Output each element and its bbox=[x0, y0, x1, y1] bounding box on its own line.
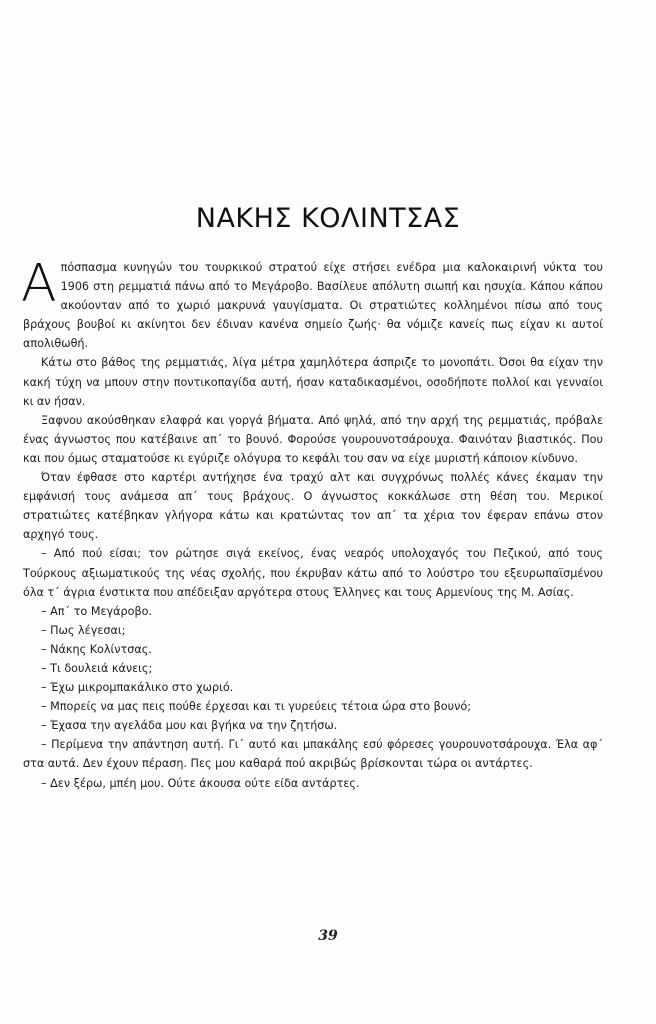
dialogue-line: – Περίμενα την απάντηση αυτή. Γι΄ αυτό και μπακάλης εσύ φόρεσες γουρουνοτσάρουχα. Έλα αφ΄ στα αυτά. Δεν έχουν πέραση. Πες μου καθαρά πού ακριβώς βρίσκονται τώρα οι αντάρτες. bbox=[23, 738, 603, 771]
paragraph-1 bbox=[21, 254, 603, 353]
paragraph-4: Όταν έφθασε στο καρτέρι αντήχησε ένα τραχύ αλτ και συγχρόνως πολλές κάνες έκαμαν την εμφάνισή τους ανάμεσα απ΄ τους βράχους. Ο άγνωστος κοκκάλωσε στη θέση του. Μερικοί στρατιώτες κατέβηκαν γλήγορα κάτω και κρατώντας τον απ΄ τα χέρια τον έφεραν επάνω στον αρχηγό τους. bbox=[23, 471, 603, 542]
dialogue-line: – Δεν ξέρω, μπέη μου. Ούτε άκουσα ούτε είδα αντάρτες. bbox=[41, 776, 360, 790]
body-text bbox=[21, 254, 603, 793]
page-number: 39 bbox=[318, 928, 338, 944]
drop-cap: Α bbox=[21, 254, 57, 314]
paragraph-3: Ξαφνου ακούσθηκαν ελαφρά και γοργά βήματα. Από ψηλά, από την αρχή της ρεμματιάς, πρόβαλε ένας άγνωστος που κατέβαινε απ΄ το βουνό. Φορούσε γουρουνοτσάρουχα. Φαινόταν βιαστικός. Που και που όμως σταματούσε κι εγύριζε ολόγυρα το κεφάλι του σαν να είχε μυριστή κάποιον κίνδυνο. bbox=[23, 413, 603, 465]
dialogue-line: – Τι δουλειά κάνεις; bbox=[41, 661, 153, 675]
dialogue-line: – Από πού είσαι; τον ρώτησε σιγά εκείνος, ένας νεαρός υπολοχαγός του Πεζικού, από τους Τούρκους αξιωματικούς της νέας σχολής, που έκρυβαν κάτω από το λούστρο του εξευρωπαϊσμένου όλα τ΄ άγρια ένστικτα που απέδειξαν αργότερα στους Έλληνες και τους Αρμενίους της Μ. Ασίας. bbox=[23, 547, 603, 599]
dialogue-line: – Έχω μικρομπακάλικο στο χωριό. bbox=[41, 681, 234, 695]
chapter-title: ΝΑΚΗΣ ΚΟΛΙΝΤΣΑΣ bbox=[195, 203, 461, 234]
dialogue-line: – Νάκης Κολίντσας. bbox=[41, 642, 152, 656]
dialogue-line: – Μπορείς να μας πεις πούθε έρχεσαι και τι γυρεύεις τέτοια ώρα στο βουνό; bbox=[41, 700, 471, 714]
dialogue-line: – Απ΄ το Μεγάροβο. bbox=[41, 604, 153, 618]
dialogue-line: – Έχασα την αγελάδα μου και βγήκα να την ζητήσω. bbox=[41, 719, 338, 733]
paragraph-text: πόσπασμα κυνηγών του τουρκικού στρατού είχε στήσει ενέδρα μια καλοκαιρινή νύκτα του 1906 στη ρεμματιά πάνω από το Μεγάροβο. Βασίλευε απόλυτη σιωπή και ησυχία. Κάπου κάπου ακούονταν από το χωριό μακρυνά γαυγίσματα. Οι στρατιώτες κολλημένοι πίσω από τους βράχους βουβοί κι ακίνητοι δεν έδιναν κανένα σημείο ζωής· θα νόμιζε κανείς πως είχαν κι αυτοί απολιθωθή. bbox=[23, 261, 603, 351]
dialogue-line: – Πως λέγεσαι; bbox=[41, 623, 126, 637]
paragraph-2: Κάτω στο βάθος της ρεμματιάς, λίγα μέτρα χαμηλότερα άσπριζε το μονοπάτι. Όσοι θα είχαν την κακή τύχη να μπουν στην ποντικοπαγίδα αυτή, ήσαν καταδικασμένοι, οσοδήποτε πολλοί και γενναίοι κι αν ήσαν. bbox=[23, 356, 603, 408]
